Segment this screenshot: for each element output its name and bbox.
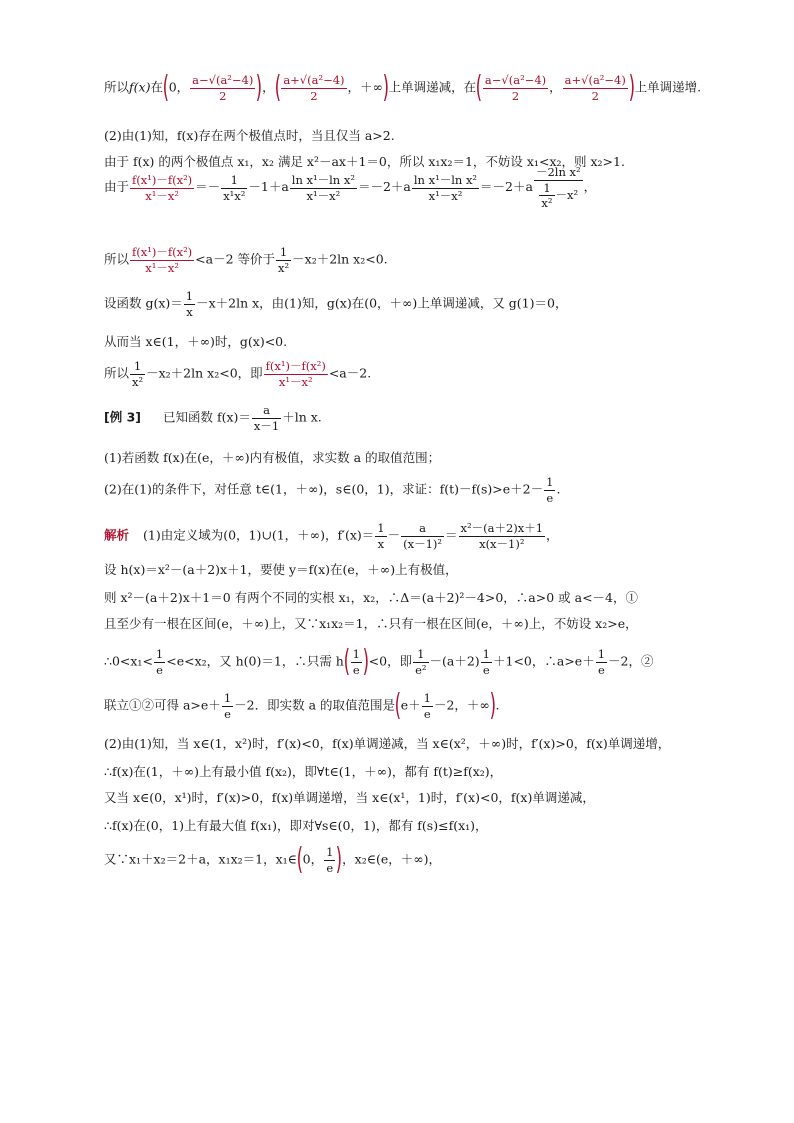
denominator: e (597, 662, 605, 677)
line-monotonic-intervals (104, 70, 702, 105)
numerator: f(x¹)－f(x²) (132, 173, 193, 188)
denominator: x² (278, 260, 290, 275)
line-define-g (104, 289, 567, 319)
text: ， (549, 79, 562, 95)
text: 所以 (104, 251, 130, 267)
denominator: 2 (219, 88, 227, 103)
denominator: e² (415, 662, 427, 677)
numerator: 1 (377, 521, 385, 536)
text: <0，即 (368, 653, 413, 669)
text: . (495, 697, 500, 713)
text: 所以 (104, 365, 130, 381)
numerator: a−√(a²−4) (192, 73, 254, 88)
line-question-2 (104, 475, 560, 505)
text: －2，＋∞ (433, 697, 490, 713)
text: 已知函数 f(x)＝ (162, 409, 251, 425)
text: 联立①②可得 a>e＋ (104, 697, 221, 713)
numerator: 1 (155, 647, 164, 662)
denominator (534, 181, 583, 211)
fraction (276, 245, 291, 275)
text: －2．即实数 a 的取值范围是 (234, 697, 395, 713)
denominator: e (546, 490, 554, 505)
denominator: e (326, 860, 334, 875)
line-difference-quotient (104, 165, 596, 210)
line-g-negative: 从而当 x∈(1，＋∞)时，g(x)<0. (104, 333, 288, 349)
fraction (459, 521, 546, 551)
numerator: 1 (130, 359, 145, 374)
numerator: 1 (597, 647, 606, 662)
line-question-1: (1)若函数 f(x)在(e，＋∞)内有极值，求实数 a 的取值范围； (104, 449, 441, 465)
text: ＝－2＋a (480, 179, 533, 195)
line-discriminant: 则 x²－(a＋2)x＋1＝0 有两个不同的实根 x₁，x₂，∴Δ＝(a＋2)²－4>0，∴a>0 或 a<－4，① (104, 589, 638, 605)
numerator: 1 (413, 647, 428, 662)
line-example-3 (104, 403, 322, 433)
text: ， (546, 527, 559, 543)
left-paren: ( (162, 70, 170, 105)
denominator: 2 (591, 88, 599, 103)
text: 由于 (104, 179, 130, 195)
fraction (222, 691, 233, 721)
fraction (264, 359, 328, 389)
text: －1＋a (248, 179, 289, 195)
line-root-interval: 且至少有一根在区间(e，＋∞)上，又∵x₁x₂＝1，∴只有一根在区间(e，＋∞)上，不妨设 x₂>e， (104, 615, 638, 631)
denominator: e (156, 662, 163, 677)
line-h-condition (104, 644, 654, 679)
numerator: 1 (482, 647, 490, 662)
numerator: a+√(a²−4) (283, 73, 345, 88)
denominator: e (352, 662, 360, 677)
fraction (130, 359, 145, 389)
denominator: x (377, 536, 385, 551)
denominator: 2 (511, 88, 520, 103)
line-part2-monotonic: (2)由(1)知，当 x∈(1，x²)时，f′(x)<0，f(x)单调递减，当 x∈(x²，＋∞)时，f′(x)>0，f(x)单调递增， (104, 735, 671, 751)
fraction (422, 691, 433, 721)
denominator: x¹x² (223, 188, 246, 203)
denominator: x－1 (253, 418, 280, 433)
line-conclusion (104, 359, 371, 389)
fraction (534, 165, 583, 210)
fraction (130, 173, 194, 203)
text: . (556, 481, 561, 497)
right-paren: ) (382, 70, 390, 105)
denominator: (x－1)² (403, 536, 442, 551)
line-equivalence (104, 245, 388, 275)
fraction (401, 521, 444, 551)
text: 0， (302, 851, 324, 867)
solution-label: 解析 (104, 527, 130, 543)
text: －x² (555, 187, 579, 202)
fraction (413, 647, 428, 677)
text: 上单调递增. (634, 79, 702, 95)
text: 上单调递减，在 (388, 79, 477, 95)
denominator: x¹－x² (145, 188, 179, 203)
right-paren: ) (255, 70, 263, 105)
numerator: a (401, 521, 444, 536)
line-part2-increasing: 又当 x∈(0，x¹)时，f′(x)>0，f(x)单调递增，当 x∈(x¹，1)时，f′(x)<0，f(x)单调递减， (104, 789, 595, 805)
numerator: －2ln x² (535, 165, 581, 180)
numerator: 1 (423, 691, 431, 706)
text: ＝－ (195, 179, 221, 195)
fraction (154, 647, 165, 677)
text: 又∵x₁＋x₂＝2＋a，x₁x₂＝1，x₁∈ (104, 851, 297, 867)
denominator: e (423, 706, 431, 721)
text: －x₂＋2ln x₂<0. (292, 251, 388, 267)
text: 设函数 g(x)＝ (104, 295, 183, 311)
fraction (539, 181, 554, 211)
text: ＋1<0，∴a>e＋ (493, 653, 595, 669)
text: (1)由定义域为(0，1)∪(1，＋∞)，f′(x)＝ (143, 527, 375, 543)
numerator: 1 (185, 289, 194, 304)
left-paren: ( (475, 70, 483, 105)
text: － (387, 527, 401, 543)
right-paren: ) (489, 688, 496, 723)
fraction (290, 173, 357, 203)
text: ， (262, 79, 275, 95)
text: －x＋2ln x，由(1)知，g(x)在(0，＋∞)上单调递减，又 g(1)＝0， (196, 295, 568, 311)
fraction (184, 289, 195, 319)
denominator: 2 (310, 88, 318, 103)
numerator: 1 (276, 245, 291, 260)
text: ， (583, 179, 597, 195)
text: <a－2 等价于 (195, 251, 276, 267)
fraction (483, 73, 548, 103)
denominator: x(x－1)² (479, 536, 525, 551)
numerator: 1 (546, 475, 554, 490)
fraction (221, 173, 247, 203)
line-minimum: ∴f(x)在(1，＋∞)上有最小值 f(x₂)，即∀t∈(1，＋∞)，都有 f(t)≥f(x₂)， (104, 763, 503, 779)
text: ＝－2＋a (357, 179, 411, 195)
line-part2-intro: (2)由(1)知，f(x)存在两个极值点时，当且仅当 a>2. (104, 127, 395, 143)
numerator: a (252, 403, 281, 418)
numerator: 1 (539, 181, 554, 196)
numerator: 1 (221, 173, 247, 188)
text: <a－2. (328, 365, 372, 381)
numerator: 1 (352, 647, 360, 662)
text: 0， (168, 79, 190, 95)
fraction (324, 845, 335, 875)
text: ，x₂∈(e，＋∞)， (342, 851, 442, 867)
right-paren: ) (362, 644, 370, 679)
numerator: a+√(a²−4) (564, 73, 626, 88)
numerator: f(x¹)－f(x²) (132, 245, 193, 260)
text: ，＋∞ (347, 79, 383, 95)
fraction (596, 647, 607, 677)
fraction (351, 647, 362, 677)
line-solution-derivative (104, 521, 559, 551)
fraction (412, 173, 479, 203)
text: <e<x₂，又 h(0)＝1，∴只需 h (166, 653, 344, 669)
text: －2，② (608, 653, 654, 669)
numerator: ln x¹－ln x² (291, 173, 355, 188)
text: 在 (150, 79, 163, 95)
denominator: x¹－x² (145, 260, 179, 275)
text: －x₂＋2ln x₂<0，即 (146, 365, 263, 381)
denominator: e (224, 706, 231, 721)
text: －(a＋2) (429, 653, 480, 669)
line-extreme-points: 由于 f(x) 的两个极值点 x₁，x₂ 满足 x²－ax＋1＝0，所以 x₁x₂＝1，不妨设 x₁<x₂，则 x₂>1. (104, 153, 625, 169)
left-paren: ( (296, 842, 304, 877)
numerator: ln x¹－ln x² (413, 173, 478, 188)
denominator: x² (132, 374, 144, 389)
fraction (190, 73, 255, 103)
right-paren: ) (628, 70, 635, 105)
numerator: a−√(a²−4) (484, 73, 547, 88)
fraction (252, 403, 281, 433)
right-paren: ) (336, 842, 343, 877)
numerator: 1 (223, 691, 232, 706)
text: ＋ln x. (282, 409, 322, 425)
example-label: [例 3] (104, 409, 141, 425)
denominator: x² (541, 196, 553, 211)
fraction (563, 73, 628, 103)
left-paren: ( (343, 644, 350, 679)
line-maximum: ∴f(x)在(0，1)上有最大值 f(x₁)，即对∀s∈(0，1)，都有 f(s)≤f(x₁)， (104, 817, 488, 833)
numerator: f(x¹)－f(x²) (265, 359, 326, 374)
text: ＝ (444, 527, 458, 543)
text: ∴0<x₁< (104, 653, 153, 669)
numerator: x²－(a＋2)x＋1 (460, 521, 544, 536)
denominator: x¹－x² (428, 188, 463, 203)
denominator: x (186, 304, 193, 319)
line-root-relations (104, 842, 442, 877)
math-fx: f(x) (129, 79, 151, 95)
text: e＋ (400, 697, 421, 713)
fraction (481, 647, 492, 677)
line-range-result (104, 688, 500, 723)
text: (2)在(1)的条件下，对任意 t∈(1，＋∞)，s∈(0，1)，求证：f(t)－f(s)>e＋2－ (104, 481, 544, 497)
fraction (544, 475, 555, 505)
fraction (130, 245, 194, 275)
denominator: x¹－x² (278, 374, 313, 389)
left-paren: ( (274, 70, 281, 105)
text: 所以 (104, 79, 130, 95)
fraction (281, 73, 346, 103)
numerator: 1 (326, 845, 334, 860)
left-paren: ( (394, 688, 402, 723)
denominator: e (482, 662, 490, 677)
fraction (375, 521, 386, 551)
line-define-h: 设 h(x)＝x²－(a＋2)x＋1，要使 y＝f(x)在(e，＋∞)上有极值， (104, 561, 458, 577)
denominator: x¹－x² (306, 188, 341, 203)
